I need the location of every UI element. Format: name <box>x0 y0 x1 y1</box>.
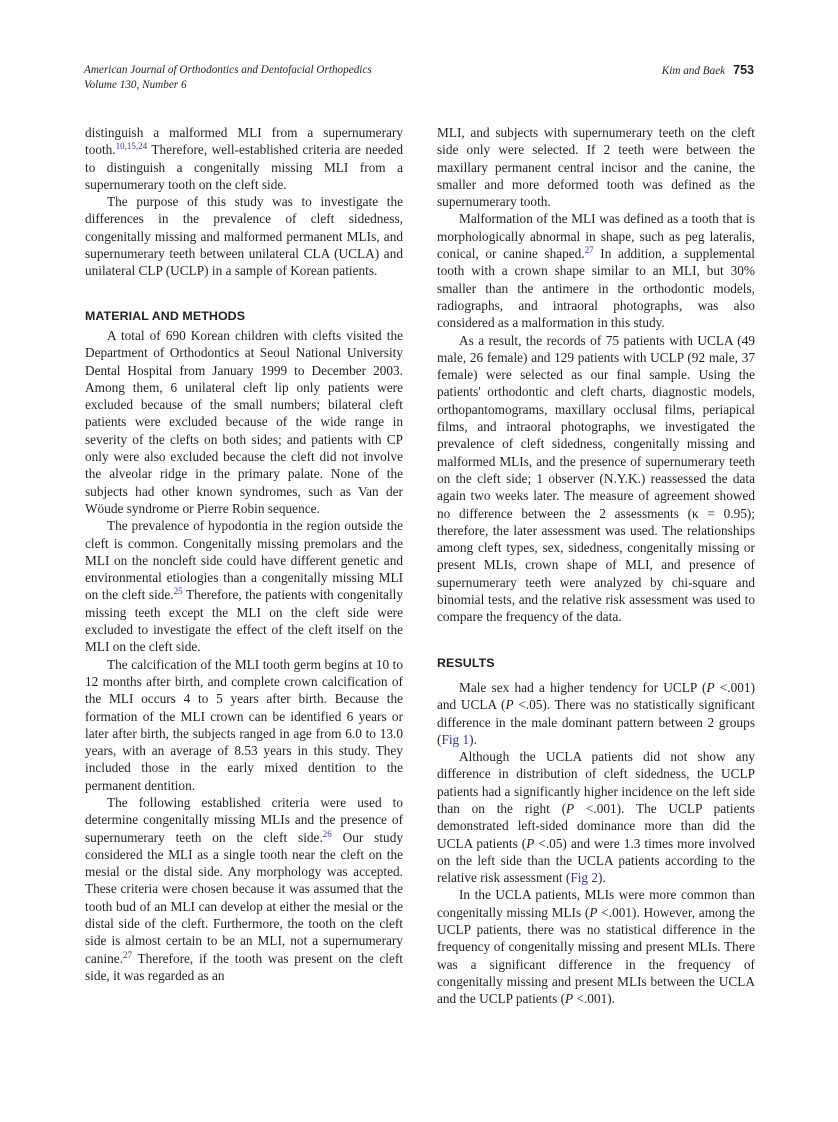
text: <.05) and were 1.3 times more involved on the left side than the UCLA patients according to the relative risk assessment ( <box>437 835 755 886</box>
journal-info <box>84 63 372 92</box>
text: In addition, a supplemental tooth with a crown shape similar to an MLI, but 30% smaller than the antimere in the orthodontic models, radiographs, and intraoral photographs, was also considered as a malformation in this study. <box>437 246 755 331</box>
paragraph <box>437 679 755 748</box>
p-value-symbol: P <box>565 991 574 1007</box>
text: Therefore, if the tooth was present on the cleft side, it was regarded as an <box>85 950 403 983</box>
p-value-symbol: P <box>566 800 575 816</box>
text: <.001) and UCLA ( <box>437 679 755 713</box>
paragraph: A total of 690 Korean children with clefts visited the Department of Orthodontics at Seoul National University Dental Hospital from January 1999 to December 2003. Among them, 6 unilateral cleft lip only patients were excluded because of the small numbers; bilateral cleft patients were excluded because of the wide range in severity of the clefts on both sides; and patients with CP only were also excluded because the cleft did not involve the alveolar ridge in the primary palate. None of the subjects had other known syndromes, such as Van der Wöude syndrome or Pierre Robin sequence. <box>85 327 403 516</box>
paragraph: The calcification of the MLI tooth germ begins at 10 to 12 months after birth, and complete crown calcification of the MLI occurs 4 to 5 years after birth. Because the formation of the MLI crown can be identified 6 years or later after birth, the subjects ranged in age from 6.0 to 13.0 years, with an average of 8.53 years in this study. They included those in the early mixed dentition to the permanent dentition. <box>85 656 403 793</box>
author-page <box>662 63 754 79</box>
p-value-symbol: P <box>589 904 598 920</box>
journal-title: American Journal of Orthodontics and Dentofacial Orthopedics <box>84 64 372 76</box>
text: Our study considered the MLI as a single tooth near the cleft on the mesial or the distal side. Any morphology was accepted. These criteria were chosen because it was assumed that the tooth bud of an MLI can develop at either the mesial or the distal side of the cleft. Furthermore, the tooth on the cleft side is almost certain to be an MLI, not a supernumerary canine. <box>85 829 403 966</box>
citation-link[interactable]: 26 <box>322 828 332 839</box>
citation-link[interactable]: 25 <box>173 586 183 597</box>
text: In the UCLA patients, MLIs were more common than congenitally missing MLIs ( <box>437 887 755 920</box>
paragraph <box>437 886 755 1007</box>
paragraph <box>85 517 403 655</box>
paragraph <box>85 124 403 193</box>
text: Therefore, well-established criteria are needed to distinguish a congenitally missing MLI from a supernumerary tooth on the cleft side. <box>85 142 403 192</box>
paragraph: As a result, the records of 75 patients with UCLA (49 male, 26 female) and 129 patients with UCLP (92 male, 37 female) were selected as our final sample. Using the patients' orthodontic and cleft charts, diagnostic models, orthopantomograms, maxillary occlusal films, periapical films, and intraoral photographs, we investigated the prevalence of cleft sidedness, congenitally missing and malformed MLIs, and the presence of supernumerary teeth on the cleft side; 1 observer (N.Y.K.) reassessed the data again two weeks later. The measure of agreement showed no difference between the 2 assessments (κ = 0.95); therefore, the later assessment was used. The relationships among cleft types, sex, sidedness, congenitally missing or present MLIs, crown shape of MLI, and presence of supernumerary teeth were analyzed by chi-square and binomial tests, and the relative risk assessment was used to compare the frequency of the data. <box>437 332 755 625</box>
text: <.001). <box>573 991 616 1007</box>
citation-link[interactable]: 27 <box>584 245 594 256</box>
p-value-symbol: P <box>505 697 514 713</box>
section-heading-results: RESULTS <box>437 655 495 670</box>
left-column <box>85 124 403 984</box>
text: ). <box>598 870 606 886</box>
right-column <box>437 124 755 1008</box>
text: <.001). The UCLP patients demonstrated left-sided dominance more than did the UCLA patients ( <box>437 800 755 851</box>
text: Male sex had a higher tendency for UCLP ( <box>459 679 707 695</box>
volume-issue: Volume 130, Number 6 <box>84 78 187 91</box>
text: ). <box>469 731 477 747</box>
text: <.05). There was no statistically significant difference in the male dominant pattern between 2 groups ( <box>437 697 755 747</box>
page-number: 753 <box>733 63 754 77</box>
paragraph: The purpose of this study was to investigate the differences in the prevalence of cleft sidedness, congenitally missing and malformed permanent MLIs, and supernumerary teeth between unilateral CLA (UCLA) and unilateral CLP (UCLP) in a sample of Korean patients. <box>85 194 403 279</box>
section-heading-methods: MATERIAL AND METHODS <box>85 308 246 323</box>
text: <.001). However, among the UCLP patients, there was no statistical difference in the frequency of congenitally missing and present MLIs. There was a significant difference in the frequency of congenitally missing and present MLIs between the UCLA and the UCLP patients ( <box>437 904 755 1007</box>
citation-link[interactable]: 10,15,24 <box>115 141 148 152</box>
paragraph <box>437 210 755 331</box>
figure-link-fig1[interactable]: Fig 1 <box>441 731 470 747</box>
paragraph: MLI, and subjects with supernumerary teeth on the cleft side only were selected. If 2 teeth were between the maxillary permanent central incisor and the canine, the smaller and more deformed tooth was defined as the supernumerary tooth. <box>437 125 755 210</box>
figure-link-fig2[interactable]: Fig 2 <box>570 870 599 886</box>
text: The prevalence of hypodontia in the region outside the cleft is common. Congenitally missing premolars and the MLI on the noncleft side could have different genetic and environmental etiologies than a congenitally missing MLI on the cleft side. <box>85 518 403 603</box>
text: distinguish a malformed MLI from a supernumerary tooth. <box>85 125 403 158</box>
p-value-symbol: P <box>526 835 535 851</box>
p-value-symbol: P <box>706 679 715 695</box>
running-authors: Kim and Baek <box>661 65 726 77</box>
citation-link[interactable]: 27 <box>123 949 133 960</box>
text: Therefore, the patients with congenitally missing teeth except the MLI on the cleft side were excluded to investigate the effect of the cleft itself on the MLI on the cleft side. <box>85 587 403 655</box>
text: The following established criteria were used to determine congenitally missing MLIs and the presence of supernumerary teeth on the cleft side. <box>85 794 403 845</box>
text: Although the UCLA patients did not show any difference in distribution of cleft sidedness, the UCLP patients had a significantly higher incidence on the left side than on the right ( <box>437 749 755 816</box>
text: Malformation of the MLI was defined as a tooth that is morphologically abnormal in shape, such as peg lateralis, conical, or canine shaped. <box>437 211 755 262</box>
paragraph <box>85 794 403 984</box>
paragraph <box>437 748 755 886</box>
